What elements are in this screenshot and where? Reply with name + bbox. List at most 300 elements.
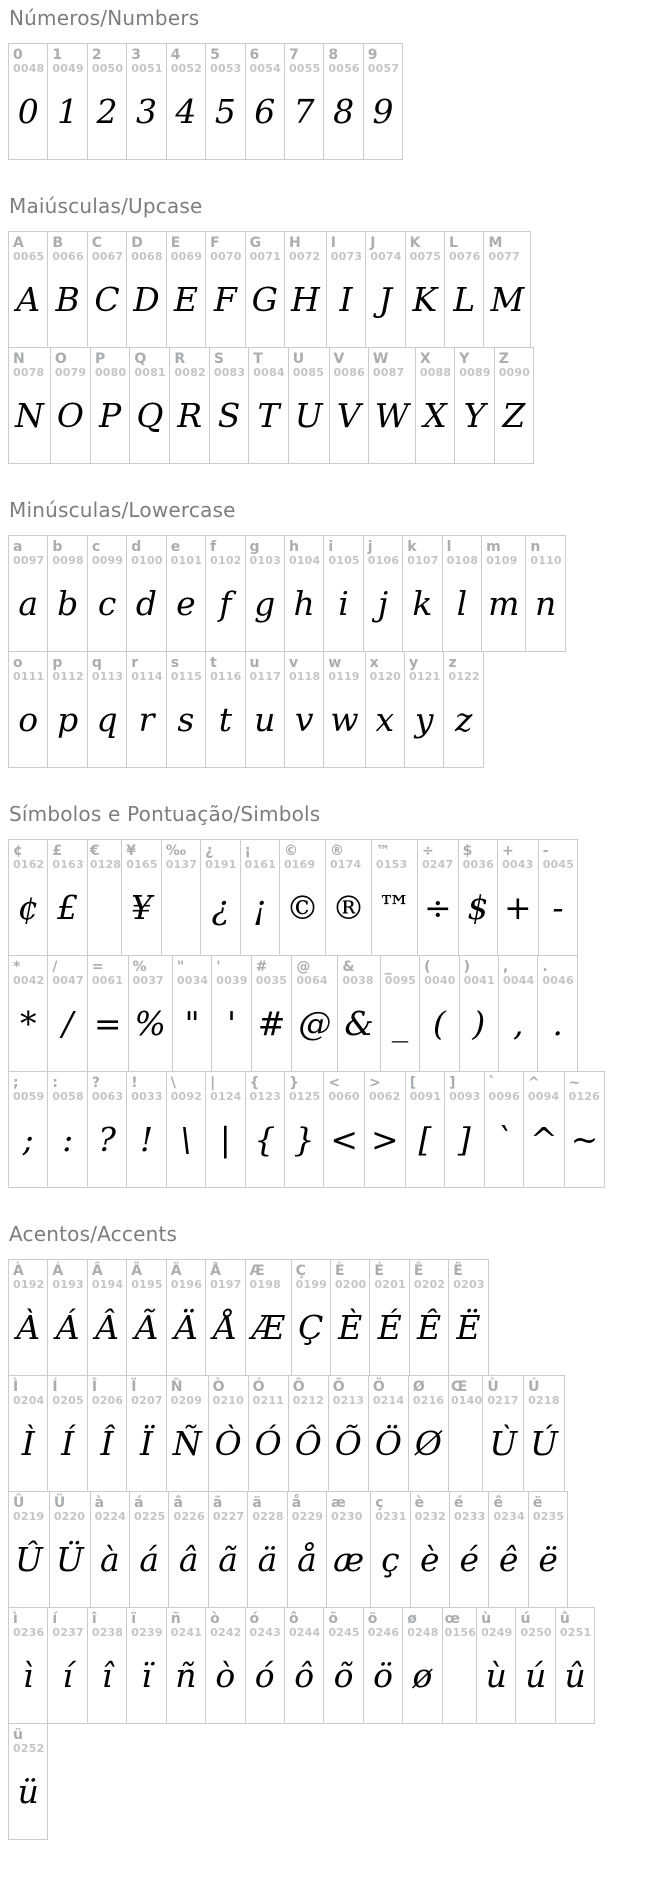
- cell-character-label: œ: [444, 1611, 460, 1627]
- glyph-cell-0063: [87, 1071, 127, 1188]
- cell-character-label: à: [94, 1495, 105, 1511]
- cell-glyph: c: [97, 583, 117, 623]
- cell-character-label: í: [52, 1611, 58, 1627]
- cell-glyph: Û: [15, 1539, 43, 1579]
- cell-character-label: Ú: [528, 1379, 540, 1395]
- cell-header: [212, 956, 250, 988]
- cell-glyph: Á: [55, 1307, 80, 1347]
- cell-unicode-code: 0082: [174, 366, 206, 380]
- cell-unicode-code: 0195: [131, 1278, 163, 1292]
- cell-header: [88, 44, 126, 76]
- cell-unicode-code: 0161: [244, 858, 276, 872]
- cell-glyph: Y: [463, 395, 486, 435]
- cell-header: [88, 1072, 126, 1104]
- cell-glyph: û: [564, 1655, 586, 1695]
- cell-glyph: ë: [538, 1539, 558, 1579]
- glyph-row: [8, 231, 531, 348]
- cell-unicode-code: 0238: [91, 1626, 124, 1640]
- section-uppercase: [8, 194, 653, 464]
- cell-character-label: (: [424, 959, 431, 975]
- cell-unicode-code: 0128: [89, 858, 122, 872]
- cell-unicode-code: 0066: [52, 250, 84, 264]
- glyph-cell-0203: [448, 1259, 488, 1376]
- glyph-cell-0048: [8, 43, 48, 160]
- glyph-cell-0109: [481, 535, 526, 652]
- cell-glyph: á: [139, 1539, 160, 1579]
- glyph-cell-0234: [488, 1491, 528, 1608]
- cell-character-label: ì: [13, 1611, 18, 1627]
- cell-glyph: @: [298, 1003, 332, 1043]
- cell-glyph: s: [177, 699, 195, 739]
- glyph-cell-0162: [8, 839, 48, 956]
- cell-character-label: ú: [520, 1611, 531, 1627]
- cell-character-label: Ò: [212, 1379, 225, 1395]
- cell-header: [249, 348, 287, 380]
- cell-header: [167, 1260, 205, 1292]
- cell-header: [206, 1260, 244, 1292]
- cell-character-label: ã: [212, 1495, 223, 1511]
- cell-glyph: w: [330, 699, 359, 739]
- glyph-table-symbols: [8, 839, 653, 1188]
- cell-header: [246, 232, 284, 264]
- cell-character-label: ~: [568, 1075, 581, 1091]
- cell-glyph: 1: [57, 91, 79, 131]
- cell-glyph: u: [254, 699, 276, 739]
- cell-glyph: 2: [96, 91, 118, 131]
- cell-unicode-code: 0117: [249, 670, 281, 684]
- cell-unicode-code: 0121: [409, 670, 441, 684]
- cell-header: [288, 1492, 326, 1524]
- glyph-cell-0041: [459, 955, 499, 1072]
- cell-glyph: Ú: [530, 1423, 558, 1463]
- cell-unicode-code: 0234: [493, 1510, 525, 1524]
- cell-glyph: m: [488, 583, 520, 623]
- cell-character-label: ": [176, 959, 185, 975]
- cell-character-label: j: [367, 539, 373, 555]
- cell-header: [565, 1072, 605, 1104]
- glyph-cell-0051: [126, 43, 166, 160]
- cell-unicode-code: 0070: [210, 250, 242, 264]
- cell-header: [460, 956, 498, 988]
- cell-glyph: |: [219, 1119, 231, 1159]
- cell-unicode-code: 0191: [205, 858, 237, 872]
- cell-character-label: f: [210, 539, 217, 555]
- glyph-cell-0238: [87, 1607, 127, 1724]
- cell-glyph: C: [94, 279, 120, 319]
- cell-glyph: Î: [100, 1423, 114, 1463]
- cell-unicode-code: 0109: [486, 554, 518, 568]
- glyph-cell-0230: [326, 1491, 371, 1608]
- cell-unicode-code: 0095: [384, 974, 417, 988]
- section-title-accents: Acentos/Accents: [9, 1222, 178, 1246]
- cell-unicode-code: 0048: [13, 62, 45, 76]
- cell-header: [48, 536, 86, 568]
- cell-character-label: q: [91, 655, 102, 671]
- glyph-cell-0082: [169, 347, 209, 464]
- cell-character-label: é: [454, 1495, 464, 1511]
- glyph-cell-0250: [515, 1607, 555, 1724]
- cell-unicode-code: 0224: [94, 1510, 127, 1524]
- cell-unicode-code: 0096: [488, 1090, 520, 1104]
- cell-glyph: ò: [215, 1655, 236, 1695]
- cell-glyph: i: [338, 583, 349, 623]
- cell-unicode-code: 0212: [292, 1394, 325, 1408]
- cell-unicode-code: 0245: [328, 1626, 360, 1640]
- cell-header: [285, 536, 323, 568]
- cell-header: [477, 1608, 515, 1640]
- cell-unicode-code: 0211: [252, 1394, 285, 1408]
- cell-header: [167, 536, 205, 568]
- glyph-cell-0117: [245, 651, 285, 768]
- glyph-cell-0092: [166, 1071, 206, 1188]
- cell-glyph: ü: [17, 1771, 39, 1811]
- cell-unicode-code: 0034: [176, 974, 209, 988]
- cell-glyph: D: [133, 279, 160, 319]
- cell-character-label: r: [131, 655, 139, 671]
- cell-header: [443, 1608, 476, 1640]
- glyph-cell-0057: [363, 43, 403, 160]
- cell-character-label: B: [52, 235, 64, 251]
- cell-header: [289, 1376, 328, 1408]
- cell-glyph: M: [490, 279, 525, 319]
- cell-character-label: ô: [288, 1611, 299, 1627]
- cell-header: [324, 44, 362, 76]
- glyph-cell-0239: [126, 1607, 166, 1724]
- glyph-cell-0156: [442, 1607, 477, 1724]
- cell-glyph: }: [293, 1119, 315, 1159]
- cell-unicode-code: 0071: [249, 250, 281, 264]
- cell-glyph: 8: [333, 91, 355, 131]
- cell-header: [246, 1072, 284, 1104]
- cell-character-label: Z: [498, 351, 509, 367]
- cell-unicode-code: 0162: [13, 858, 45, 872]
- cell-header: [366, 652, 404, 684]
- cell-unicode-code: 0118: [288, 670, 321, 684]
- cell-unicode-code: 0244: [288, 1626, 321, 1640]
- cell-character-label: K: [409, 235, 421, 251]
- cell-unicode-code: 0072: [289, 250, 321, 264]
- glyph-cell-0093: [444, 1071, 484, 1188]
- cell-unicode-code: 0086: [333, 366, 365, 380]
- cell-header: [206, 44, 244, 76]
- cell-character-label: ¥: [126, 843, 137, 859]
- cell-header: [88, 536, 126, 568]
- glyph-cell-0126: [564, 1071, 606, 1188]
- cell-unicode-code: 0105: [328, 554, 360, 568]
- cell-character-label: -: [542, 843, 549, 859]
- cell-unicode-code: 0064: [296, 974, 328, 988]
- glyph-cell-0153: [371, 839, 418, 956]
- glyph-row: [8, 347, 534, 464]
- glyph-cell-0197: [205, 1259, 245, 1376]
- cell-header: [9, 1376, 47, 1408]
- cell-glyph: d: [135, 583, 158, 623]
- cell-header: [170, 348, 208, 380]
- glyph-cell-0074: [365, 231, 405, 348]
- glyph-cell-0204: [8, 1375, 48, 1492]
- cell-header: [329, 1376, 368, 1408]
- section-title-numbers: Números/Numbers: [9, 6, 200, 30]
- glyph-cell-0037: [128, 955, 173, 1072]
- glyph-row: [8, 839, 578, 956]
- cell-character-label: \: [170, 1075, 176, 1091]
- cell-header: [371, 1492, 409, 1524]
- cell-unicode-code: 0035: [255, 974, 288, 988]
- cell-unicode-code: 0198: [249, 1278, 281, 1292]
- cell-character-label: $: [462, 843, 473, 859]
- glyph-cell-0128: [87, 839, 122, 956]
- glyph-cell-0054: [245, 43, 285, 160]
- cell-glyph: æ: [333, 1539, 365, 1579]
- cell-unicode-code: 0040: [424, 974, 456, 988]
- cell-glyph: {: [254, 1119, 276, 1159]
- cell-glyph: ô: [294, 1655, 315, 1695]
- cell-glyph: é: [459, 1539, 479, 1579]
- cell-glyph: Ü: [55, 1539, 84, 1579]
- glyph-cell-0039: [211, 955, 251, 1072]
- cell-character-label: 9: [367, 47, 378, 63]
- cell-header: [365, 1072, 405, 1104]
- cell-glyph: ø: [412, 1655, 433, 1695]
- glyph-row: [8, 1375, 565, 1492]
- cell-header: [167, 1608, 205, 1640]
- cell-glyph: å: [297, 1539, 317, 1579]
- cell-unicode-code: 0249: [481, 1626, 513, 1640]
- glyph-cell-0220: [49, 1491, 91, 1608]
- cell-unicode-code: 0103: [249, 554, 281, 568]
- cell-unicode-code: 0236: [13, 1626, 45, 1640]
- cell-header: [285, 232, 326, 264]
- cell-unicode-code: 0044: [503, 974, 535, 988]
- cell-unicode-code: 0217: [487, 1394, 519, 1408]
- cell-character-label: w: [328, 655, 342, 671]
- glyph-cell-0252: [8, 1723, 48, 1840]
- cell-character-label: â: [173, 1495, 183, 1511]
- glyph-cell-0038: [337, 955, 380, 1072]
- glyph-cell-0192: [8, 1259, 48, 1376]
- cell-unicode-code: 0094: [527, 1090, 560, 1104]
- cell-character-label: ü: [13, 1727, 23, 1743]
- cell-unicode-code: 0091: [409, 1090, 442, 1104]
- cell-unicode-code: 0074: [370, 250, 402, 264]
- glyph-cell-0104: [284, 535, 324, 652]
- cell-character-label: 6: [249, 47, 260, 63]
- glyph-cell-0076: [444, 231, 484, 348]
- cell-header: [416, 348, 454, 380]
- glyph-cell-0125: [284, 1071, 324, 1188]
- cell-character-label: E: [170, 235, 181, 251]
- cell-glyph: [88, 872, 121, 955]
- cell-character-label: £: [52, 843, 63, 859]
- cell-unicode-code: 0101: [170, 554, 203, 568]
- cell-unicode-code: 0229: [291, 1510, 324, 1524]
- cell-character-label: W: [372, 351, 389, 367]
- cell-header: [9, 232, 47, 264]
- cell-glyph: b: [57, 583, 79, 623]
- cell-header: [9, 44, 47, 76]
- cell-glyph: I: [339, 279, 353, 319]
- cell-glyph: ¢: [17, 887, 39, 927]
- cell-header: [246, 1608, 284, 1640]
- cell-unicode-code: 0061: [91, 974, 124, 988]
- cell-character-label: Y: [459, 351, 470, 367]
- cell-character-label: è: [414, 1495, 425, 1511]
- glyph-cell-0068: [126, 231, 166, 348]
- cell-header: [167, 44, 205, 76]
- glyph-table-numbers: [8, 43, 653, 160]
- cell-header: [324, 536, 362, 568]
- glyph-cell-0216: [408, 1375, 449, 1492]
- cell-character-label: =: [91, 959, 104, 975]
- cell-glyph: e: [176, 583, 196, 623]
- cell-glyph: Ø: [414, 1423, 442, 1463]
- glyph-cell-0119: [323, 651, 365, 768]
- cell-header: [122, 840, 160, 872]
- cell-character-label: ¿: [205, 843, 214, 859]
- cell-glyph: v: [294, 699, 314, 739]
- cell-unicode-code: 0051: [131, 62, 163, 76]
- cell-unicode-code: 0251: [559, 1626, 592, 1640]
- cell-unicode-code: 0153: [375, 858, 408, 872]
- cell-character-label: S: [213, 351, 224, 367]
- cell-unicode-code: 0248: [407, 1626, 439, 1640]
- cell-unicode-code: 0122: [448, 670, 480, 684]
- cell-header: [369, 348, 415, 380]
- glyph-cell-0096: [484, 1071, 524, 1188]
- glyph-cell-0120: [365, 651, 405, 768]
- glyph-cell-0085: [288, 347, 330, 464]
- cell-header: [403, 536, 441, 568]
- cell-glyph: `: [495, 1119, 512, 1159]
- cell-glyph: ~: [570, 1119, 599, 1159]
- cell-glyph: [162, 872, 200, 955]
- cell-unicode-code: 0226: [173, 1510, 205, 1524]
- cell-header: [327, 1492, 370, 1524]
- cell-character-label: ?: [91, 1075, 100, 1091]
- cell-header: [405, 652, 443, 684]
- cell-header: [127, 1072, 165, 1104]
- cell-header: [173, 956, 211, 988]
- glyph-cell-0199: [291, 1259, 331, 1376]
- cell-header: [324, 652, 364, 684]
- glyph-cell-0232: [410, 1491, 450, 1608]
- cell-character-label: @: [296, 959, 311, 975]
- cell-header: [327, 232, 365, 264]
- cell-unicode-code: 0200: [335, 1278, 367, 1292]
- glyph-cell-0045: [538, 839, 578, 956]
- cell-character-label: Ü: [53, 1495, 66, 1511]
- cell-unicode-code: 0065: [13, 250, 45, 264]
- cell-unicode-code: 0214: [372, 1394, 405, 1408]
- cell-header: [167, 232, 205, 264]
- glyph-cell-0209: [166, 1375, 209, 1492]
- cell-character-label: z: [448, 655, 457, 671]
- cell-character-label: ø: [407, 1611, 417, 1627]
- cell-header: [48, 840, 86, 872]
- cell-glyph: ®: [331, 887, 365, 927]
- cell-character-label: ö: [367, 1611, 378, 1627]
- cell-glyph: W: [374, 395, 409, 435]
- cell-unicode-code: 0078: [13, 366, 45, 380]
- cell-header: [364, 1608, 402, 1640]
- glyph-row: [8, 1723, 48, 1840]
- cell-header: [88, 956, 128, 988]
- cell-unicode-code: 0225: [134, 1510, 166, 1524]
- cell-character-label: L: [449, 235, 458, 251]
- cell-header: [91, 348, 129, 380]
- cell-character-label: &: [342, 959, 355, 975]
- cell-character-label: ]: [449, 1075, 456, 1091]
- cell-character-label: R: [174, 351, 186, 367]
- cell-glyph: ì: [22, 1655, 34, 1695]
- glyph-row: [8, 1491, 568, 1608]
- cell-character-label: ò: [210, 1611, 220, 1627]
- cell-glyph: ?: [98, 1119, 116, 1159]
- cell-glyph: *: [19, 1003, 37, 1043]
- cell-glyph: ã: [218, 1539, 238, 1579]
- glyph-cell-0140: [448, 1375, 483, 1492]
- cell-glyph: !: [139, 1119, 154, 1159]
- cell-unicode-code: 0165: [126, 858, 158, 872]
- cell-unicode-code: 0076: [449, 250, 481, 264]
- cell-character-label: Ã: [131, 1263, 143, 1279]
- cell-unicode-code: 0163: [52, 858, 84, 872]
- cell-character-label: Õ: [332, 1379, 345, 1395]
- cell-unicode-code: 0192: [13, 1278, 45, 1292]
- cell-glyph: ]: [457, 1119, 471, 1159]
- glyph-cell-0201: [369, 1259, 409, 1376]
- cell-glyph: 9: [372, 91, 394, 131]
- cell-character-label: Î: [91, 1379, 98, 1395]
- glyph-row: [8, 955, 578, 1072]
- glyph-cell-0137: [161, 839, 201, 956]
- cell-character-label: Ä: [170, 1263, 182, 1279]
- glyph-cell-0169: [279, 839, 326, 956]
- cell-character-label: ®: [329, 843, 344, 859]
- cell-glyph: ¡: [253, 887, 267, 927]
- cell-glyph: ó: [254, 1655, 275, 1695]
- cell-header: [209, 1376, 248, 1408]
- cell-unicode-code: 0100: [131, 554, 163, 568]
- cell-unicode-code: 0239: [131, 1626, 163, 1640]
- glyph-row: [8, 1259, 489, 1376]
- cell-unicode-code: 0050: [91, 62, 124, 76]
- cell-unicode-code: 0045: [542, 858, 575, 872]
- cell-glyph: n: [534, 583, 557, 623]
- cell-character-label: ;: [13, 1075, 19, 1091]
- cell-glyph: <: [330, 1119, 359, 1159]
- cell-unicode-code: 0174: [329, 858, 362, 872]
- glyph-cell-0097: [8, 535, 48, 652]
- cell-glyph: X: [423, 395, 447, 435]
- cell-header: [338, 956, 379, 988]
- cell-unicode-code: 0104: [288, 554, 321, 568]
- cell-unicode-code: 0119: [328, 670, 360, 684]
- cell-header: [127, 1376, 165, 1408]
- cell-unicode-code: 0232: [414, 1510, 447, 1524]
- cell-character-label: |: [210, 1075, 216, 1091]
- cell-unicode-code: 0197: [210, 1278, 242, 1292]
- cell-character-label: !: [131, 1075, 138, 1091]
- glyph-cell-0106: [363, 535, 403, 652]
- cell-character-label: Ö: [372, 1379, 385, 1395]
- cell-glyph: U: [294, 395, 323, 435]
- cell-character-label: Û: [13, 1495, 25, 1511]
- glyph-cell-0237: [47, 1607, 87, 1724]
- glyph-cell-0089: [454, 347, 494, 464]
- cell-header: [529, 1492, 567, 1524]
- glyph-cell-0088: [415, 347, 455, 464]
